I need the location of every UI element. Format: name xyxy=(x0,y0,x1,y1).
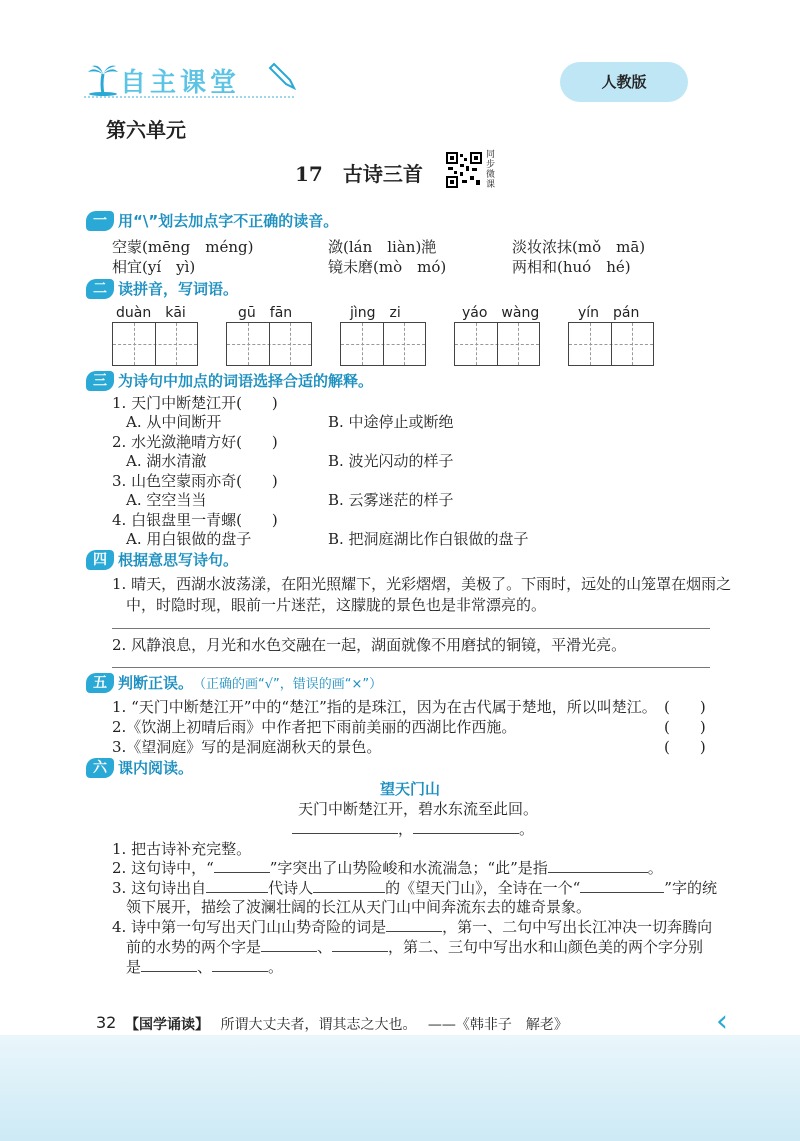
q-text: 前的水势的两个字是 xyxy=(126,938,262,956)
section-2-badge: 二 xyxy=(86,279,114,299)
q-text: 、 xyxy=(197,958,213,976)
q-text: 4. 诗中第一句写出天门山山势奇险的词是 xyxy=(112,918,387,936)
answer-blank[interactable] xyxy=(386,917,442,932)
q-text: 2. 这句诗中，“ xyxy=(112,859,214,877)
option-a: A. 用白银做的盘子 xyxy=(126,530,252,548)
q-text: ”字的统 xyxy=(664,879,717,897)
q-text: 代诗人 xyxy=(268,879,314,897)
comma: ， xyxy=(398,820,414,838)
writing-grid[interactable] xyxy=(112,322,198,366)
reading-item: 潋(lán liàn)滟 xyxy=(328,238,437,256)
pinyin-label: gū fān xyxy=(238,305,293,321)
pinyin-label: jìng zi xyxy=(350,305,401,321)
section-4-heading xyxy=(86,549,238,570)
answer-blank[interactable] xyxy=(212,957,268,972)
pinyin-label: duàn kāi xyxy=(116,305,186,321)
q-text: 。 xyxy=(268,958,284,976)
section-3-title: 为诗句中加点的词语选择合适的解释。 xyxy=(118,372,374,390)
footer-quote: 所谓大丈夫者，谓其志之大也。 xyxy=(220,1017,410,1033)
option-b: B. 波光闪动的样子 xyxy=(328,452,454,470)
judge-paren[interactable]: ( ) xyxy=(664,718,706,736)
question: 2. 水光潋滟晴方好( ) xyxy=(112,433,278,451)
option-b: B. 把洞庭湖比作白银做的盘子 xyxy=(328,530,529,548)
brand-title: 自主课堂 xyxy=(120,68,241,98)
section-2-title: 读拼音，写词语。 xyxy=(118,280,239,298)
judge-paren[interactable]: ( ) xyxy=(664,738,706,756)
poem-line: 天门中断楚江开，碧水东流至此回。 xyxy=(298,800,539,818)
section-5-title: 判断正误。 xyxy=(118,674,194,692)
section-3-badge: 三 xyxy=(86,371,114,391)
q-text: ，第一、二句中写出长江冲决一切奔腾向 xyxy=(442,918,713,936)
writing-grid[interactable] xyxy=(340,322,426,366)
footer-band xyxy=(0,1035,800,1141)
reading-question: 1. 把古诗补充完整。 xyxy=(112,840,252,858)
answer-blank[interactable] xyxy=(206,878,268,893)
section-5-note: （正确的画“√”，错误的画“×”） xyxy=(193,677,383,692)
reading-question-cont: 领下展开，描绘了波澜壮阔的长江从天门山中间奔流东去的雄奇景象。 xyxy=(126,898,592,916)
unit-title: 第六单元 xyxy=(106,118,186,142)
question: 1. 天门中断楚江开( ) xyxy=(112,394,278,412)
footer-quote-line xyxy=(125,1014,568,1034)
section-1-title: 用“\”划去加点字不正确的读音。 xyxy=(118,212,339,230)
poem-title: 望天门山 xyxy=(380,780,441,798)
section-2-heading xyxy=(86,278,238,299)
answer-blank[interactable] xyxy=(141,957,197,972)
section-6-badge: 六 xyxy=(86,758,114,778)
option-a: A. 湖水清澈 xyxy=(126,452,207,470)
reading-question xyxy=(112,877,717,898)
lesson-title: 17 古诗三首 xyxy=(295,162,423,186)
writing-grid[interactable] xyxy=(568,322,654,366)
qr-code-icon[interactable] xyxy=(446,152,482,188)
answer-blank[interactable] xyxy=(292,819,398,834)
header-divider xyxy=(84,96,294,98)
question: 3. 山色空蒙雨亦奇( ) xyxy=(112,472,278,490)
q-text: ，第二、三句中写出水和山颜色美的两个字分别 xyxy=(388,938,704,956)
judge-item: 2.《饮湖上初晴后雨》中作者把下雨前美丽的西湖比作西施。 xyxy=(112,718,517,736)
answer-blank[interactable] xyxy=(214,858,270,873)
poem-blank-line xyxy=(292,818,534,839)
reading-question xyxy=(112,916,712,937)
page-number: 32 xyxy=(96,1013,117,1032)
pinyin-label: yín pán xyxy=(578,305,640,321)
meaning-text: 2. 风静浪息，月光和水色交融在一起，湖面就像不用磨拭的铜镜，平滑光亮。 xyxy=(112,636,627,654)
footer-source: ——《韩非子 解老》 xyxy=(427,1017,568,1033)
q-text: 的《望天门山》，全诗在一个“ xyxy=(385,879,581,897)
judge-paren[interactable]: ( ) xyxy=(664,698,706,716)
reading-question xyxy=(112,857,663,878)
reading-question-cont xyxy=(126,956,283,977)
pencil-icon xyxy=(268,60,296,90)
meaning-text: 1. 晴天，西湖水波荡漾，在阳光照耀下，光彩熠熠，美极了。下雨时，远处的山笼罩在烟雨之 xyxy=(112,575,732,593)
writing-grid[interactable] xyxy=(454,322,540,366)
answer-blank[interactable] xyxy=(413,819,519,834)
writing-grid[interactable] xyxy=(226,322,312,366)
q-text: 。 xyxy=(647,859,663,877)
judge-item: 3.《望洞庭》写的是洞庭湖秋天的景色。 xyxy=(112,738,382,756)
reading-item: 相宜(yí yì) xyxy=(112,258,196,276)
section-5-badge: 五 xyxy=(86,673,114,693)
reading-item: 镜未磨(mò mó) xyxy=(328,258,447,276)
reading-item: 空蒙(mēng méng) xyxy=(112,238,254,256)
q-text: 3. 这句诗出自 xyxy=(112,879,207,897)
reading-question-cont xyxy=(126,936,703,957)
section-1-badge: 一 xyxy=(86,211,114,231)
meaning-text: 中，时隐时现，眼前一片迷茫，这朦胧的景色也是非常漂亮的。 xyxy=(126,596,547,614)
section-4-title: 根据意思写诗句。 xyxy=(118,551,239,569)
answer-blank[interactable] xyxy=(332,937,388,952)
section-3-heading xyxy=(86,370,373,391)
edition-badge: 人教版 xyxy=(560,62,688,102)
answer-blank[interactable] xyxy=(261,937,317,952)
palm-tree-icon xyxy=(86,64,120,96)
q-text: 、 xyxy=(317,938,333,956)
section-6-heading xyxy=(86,757,193,778)
reading-item: 淡妆浓抹(mǒ mā) xyxy=(512,238,646,256)
answer-blank[interactable] xyxy=(313,878,385,893)
chevron-left-icon[interactable]: ‹ xyxy=(716,1004,728,1039)
answer-line[interactable] xyxy=(112,667,710,668)
pinyin-label: yáo wàng xyxy=(462,305,540,321)
footer-tag: 【国学诵读】 xyxy=(125,1017,202,1033)
answer-line[interactable] xyxy=(112,628,710,629)
judge-item: 1. “天门中断楚江开”中的“楚江”指的是珠江，因为在古代属于楚地，所以叫楚江。 xyxy=(112,698,657,716)
section-4-badge: 四 xyxy=(86,550,114,570)
section-1-heading xyxy=(86,210,338,231)
option-b: B. 中途停止或断绝 xyxy=(328,413,454,431)
q-text: 是 xyxy=(126,958,142,976)
answer-blank[interactable] xyxy=(548,858,648,873)
question: 4. 白银盘里一青螺( ) xyxy=(112,511,278,529)
q-text: ”字突出了山势险峻和水流湍急；“此”是指 xyxy=(269,859,548,877)
option-a: A. 空空当当 xyxy=(126,491,207,509)
period: 。 xyxy=(519,820,535,838)
section-5-heading xyxy=(86,672,382,693)
answer-blank[interactable] xyxy=(580,878,664,893)
option-b: B. 云雾迷茫的样子 xyxy=(328,491,454,509)
qr-label: 同步微课 xyxy=(486,150,496,190)
option-a: A. 从中间断开 xyxy=(126,413,222,431)
reading-item: 两相和(huó hé) xyxy=(512,258,631,276)
section-6-title: 课内阅读。 xyxy=(118,759,194,777)
